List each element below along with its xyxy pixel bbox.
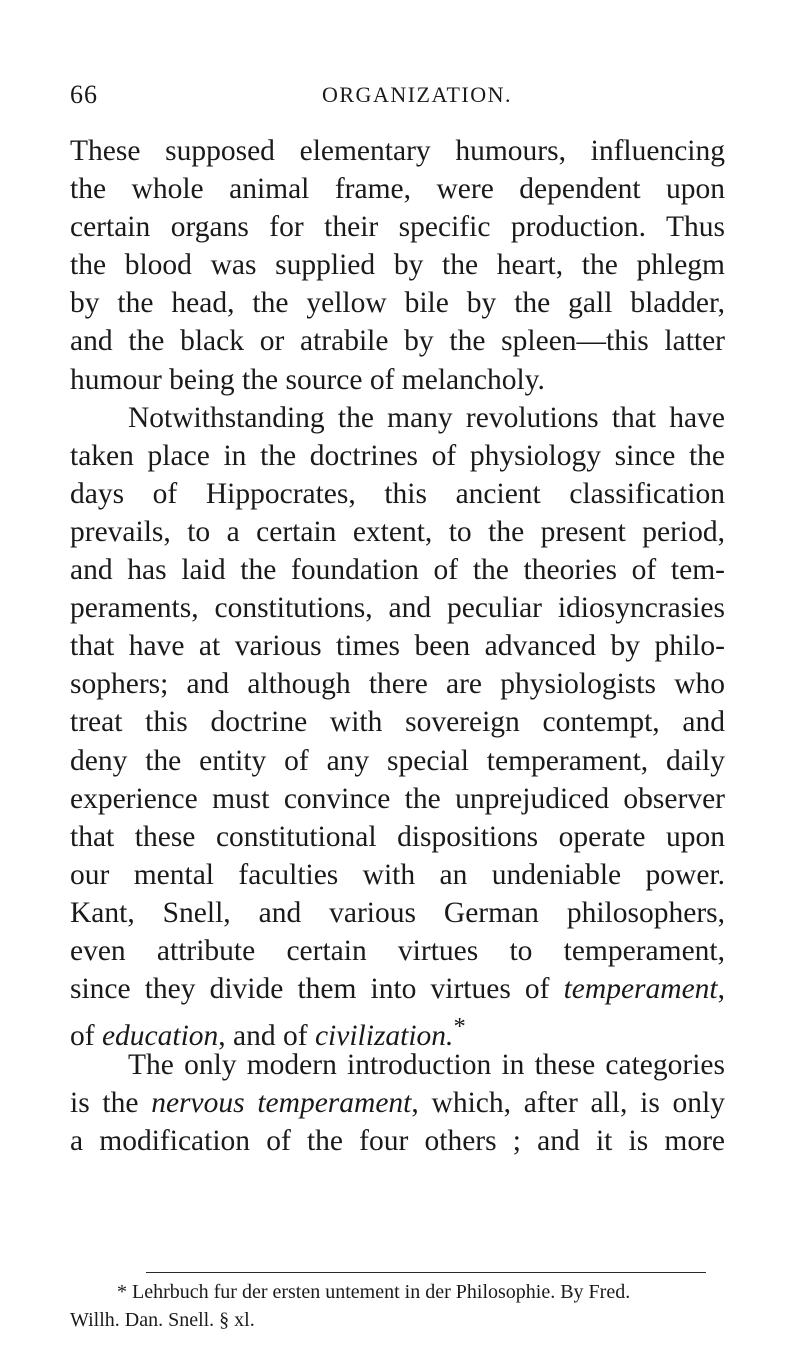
footnote-line: * Lehrbuch fur der ersten untement in der Philosophie. By Fred. [117,1281,631,1303]
text-line [70,970,725,1008]
text-line: even attribute certain virtues to temperament, [70,934,725,967]
footnote-marker[interactable]: * [453,1013,466,1041]
italic-term-temperament: temperament [563,973,718,1006]
running-head [70,78,725,112]
text-segment: , which, after all, is only [411,1087,725,1120]
text-line: deny the entity of any special temperament, daily [70,744,725,777]
text-segment: , and of [218,1019,315,1052]
text-line [70,1084,725,1122]
text-line: that have at various times been advanced by philo- [70,630,725,663]
text-line: a modification of the four others ; and it is more [70,1125,725,1158]
text-line: humour being the source of melancholy. [70,363,545,396]
text-segment: is the [70,1087,152,1120]
text-line [70,1008,725,1052]
text-line: days of Hippocrates, this ancient classification [70,477,725,510]
text-segment: of [70,1019,102,1052]
italic-term-civilization: civilization. [314,1019,454,1052]
footnote-line: Willh. Dan. Snell. § xl. [70,1309,255,1331]
footnote-rule [146,1272,706,1273]
text-segment: , [717,973,725,1006]
text-line: the whole animal frame, were dependent upon [70,173,725,206]
text-line: experience must convince the unprejudiced observer [70,782,725,815]
body-text [70,132,725,1161]
text-line: our mental faculties with an undeniable power. [70,858,725,891]
text-line: certain organs for their specific production. Thus [70,211,725,244]
text-line: These supposed elementary humours, influencing [70,135,725,167]
text-line: The only modern introduction in these categories [128,1049,725,1082]
text-line: peraments, constitutions, and peculiar idiosyncrasies [70,592,725,625]
text-segment: since they divide them into virtues of [70,973,564,1006]
text-line: and the black or atrabile by the spleen—this latter [70,325,725,358]
text-line: sophers; and although there are physiologists who [70,668,725,701]
text-line: Notwithstanding the many revolutions that have [128,401,725,434]
text-line: by the head, the yellow bile by the gall bladder, [70,287,725,320]
italic-term-education: education [101,1019,219,1052]
running-title: ORGANIZATION. [322,82,512,107]
text-line: the blood was supplied by the heart, the phlegm [70,249,725,282]
text-line: taken place in the doctrines of physiology since the [70,439,725,472]
text-line: prevails, to a certain extent, to the present period, [70,515,725,548]
text-line: that these constitutional dispositions operate upon [70,820,725,853]
page-number: 66 [70,80,98,109]
text-line: treat this doctrine with sovereign contempt, and [70,706,725,739]
text-line: and has laid the foundation of the theories of tem- [70,554,725,587]
text-line: Kant, Snell, and various German philosophers, [70,896,725,929]
italic-term-nervous-temperament: nervous temperament [151,1087,412,1120]
footnote [70,1278,725,1334]
